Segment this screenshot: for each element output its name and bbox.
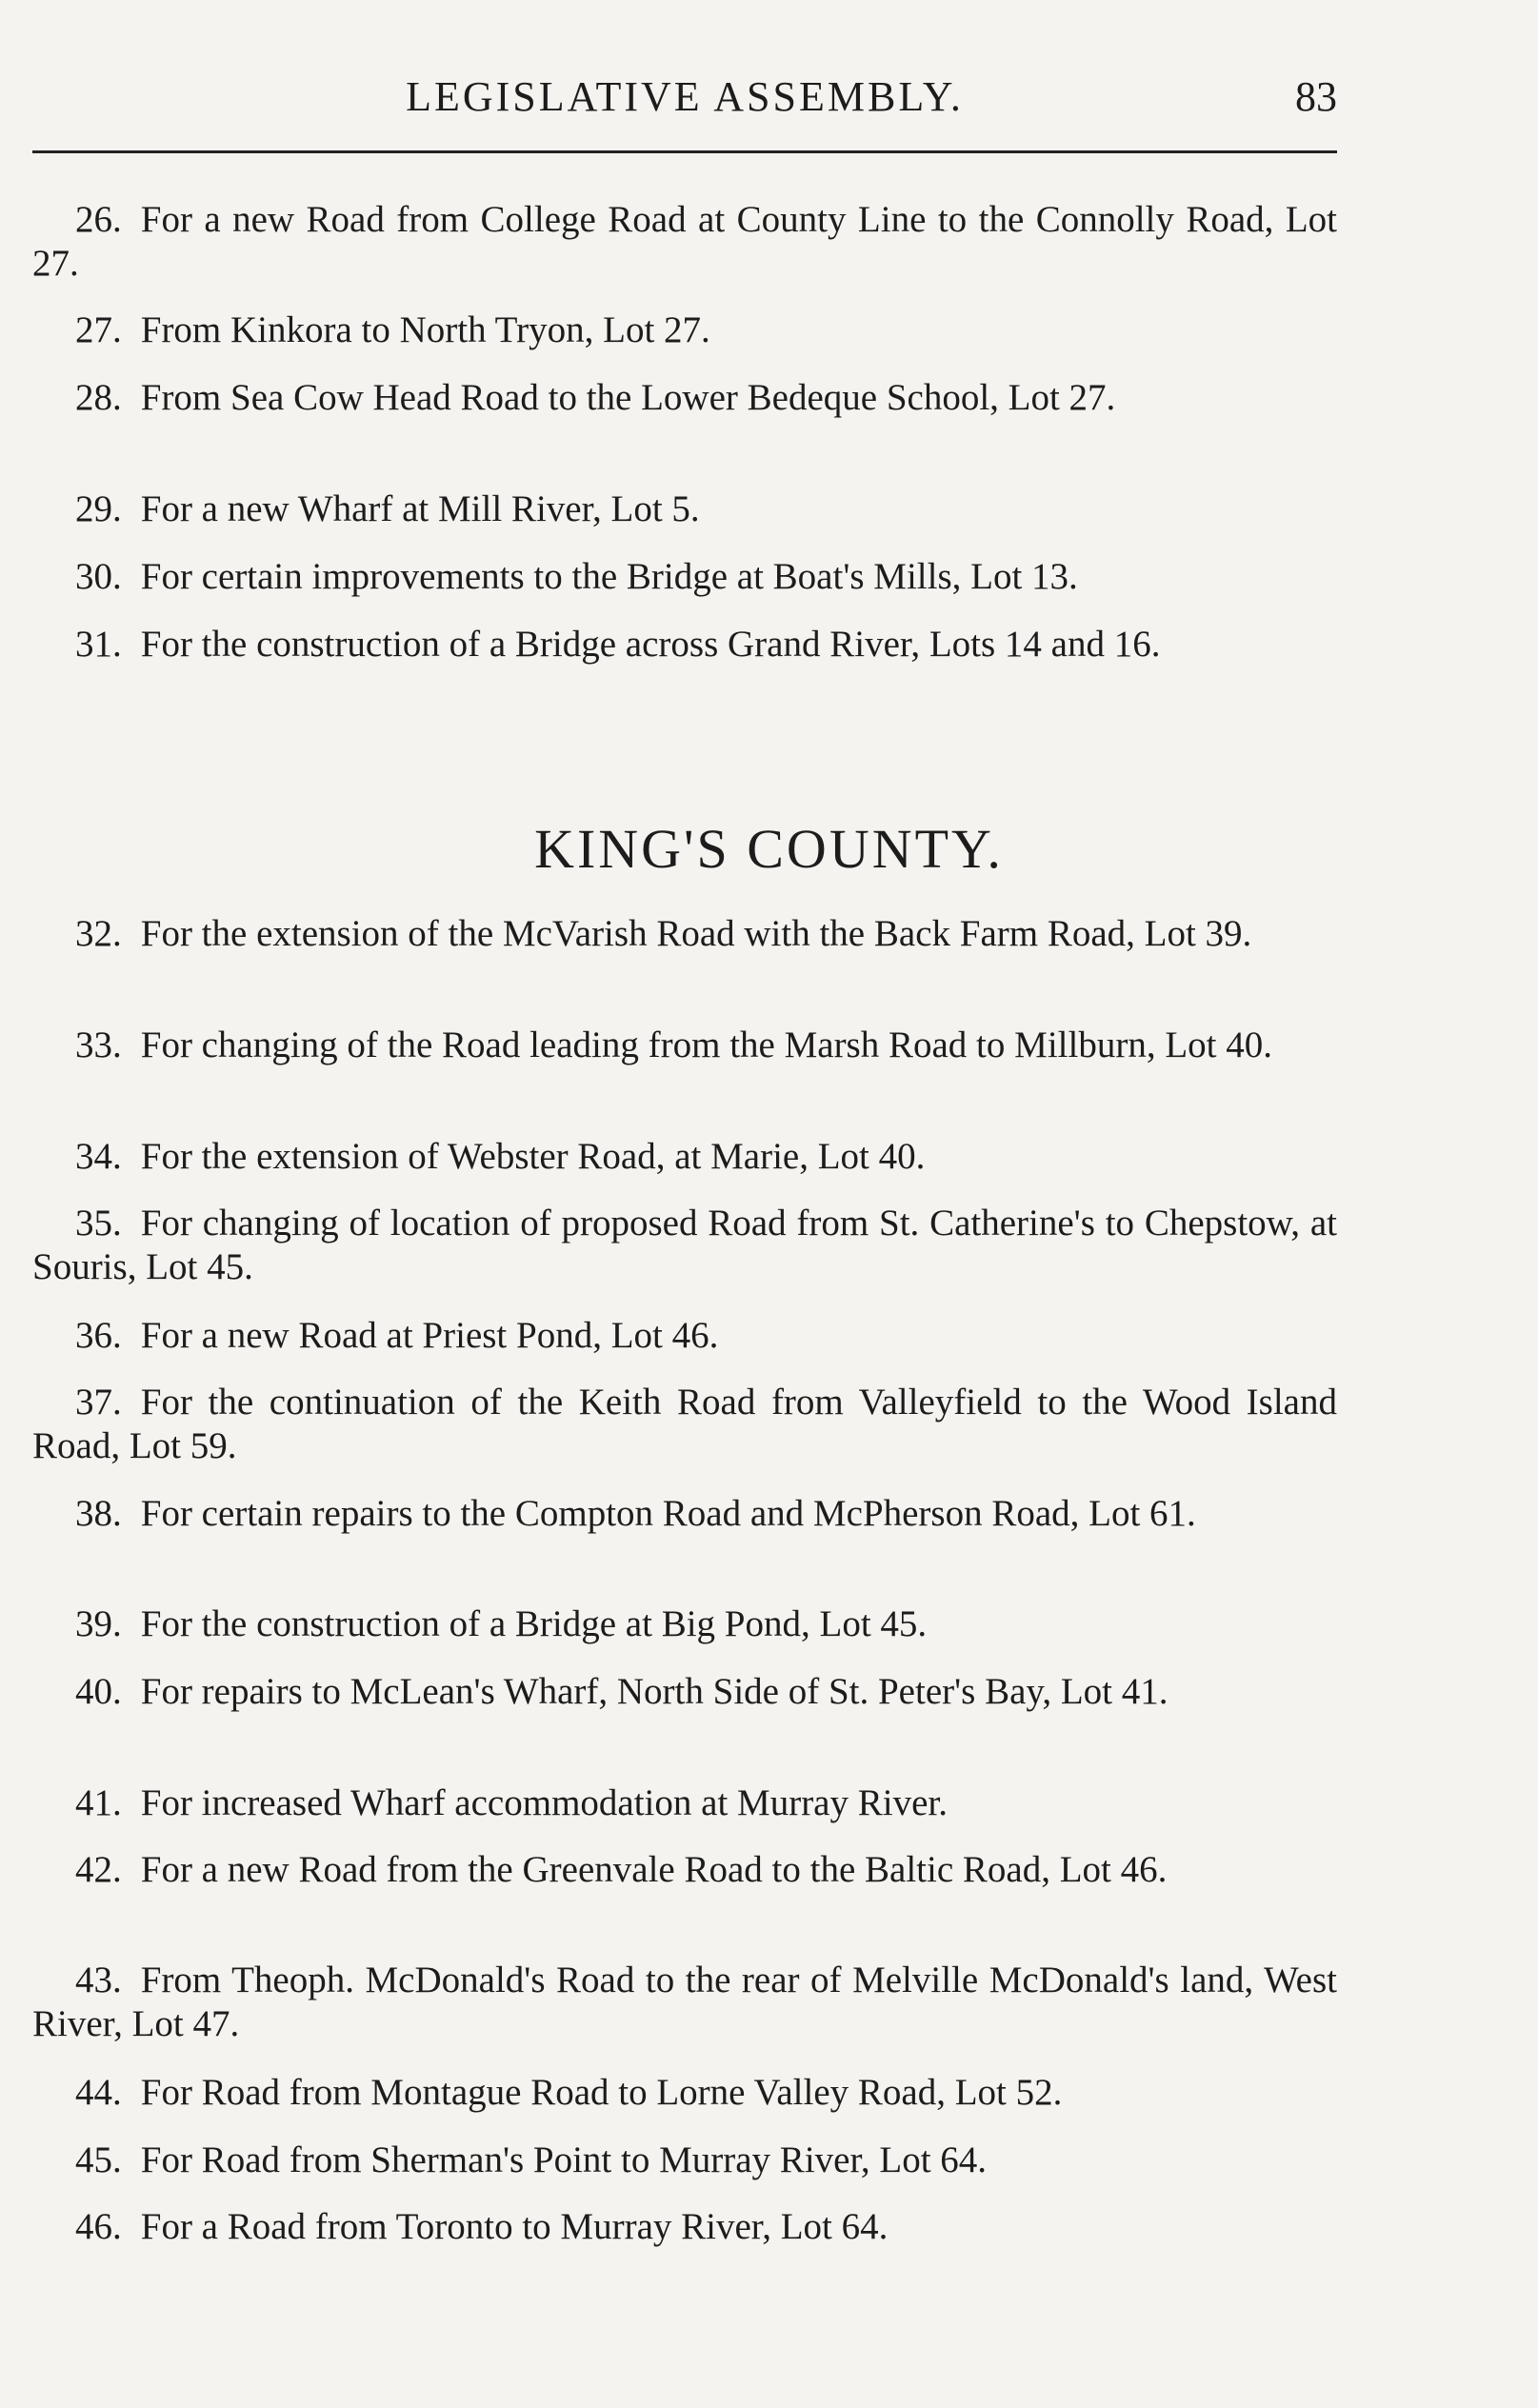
section-heading: KING'S COUNTY. xyxy=(534,818,1004,880)
item-number: 38. xyxy=(75,1493,122,1534)
item-text: From Kinkora to North Tryon, Lot 27. xyxy=(140,309,710,350)
list-item xyxy=(32,1670,1337,1714)
list-item xyxy=(32,1492,1337,1536)
item-text: For a new Road from the Greenvale Road to the Baltic Road, Lot 46. xyxy=(140,1849,1168,1890)
list-item xyxy=(32,488,1337,531)
list-item xyxy=(32,2139,1337,2182)
item-number: 26. xyxy=(75,199,122,240)
item-number: 40. xyxy=(75,1671,122,1712)
list-item xyxy=(32,912,1337,956)
list-item xyxy=(32,2205,1337,2249)
item-text: For the construction of a Bridge at Big Pond, Lot 45. xyxy=(140,1603,928,1644)
item-number: 27. xyxy=(75,309,122,350)
item-number: 43. xyxy=(75,1960,122,2000)
item-text: From Sea Cow Head Road to the Lower Bedeque School, Lot 27. xyxy=(140,377,1116,418)
item-number: 37. xyxy=(75,1382,122,1423)
item-number: 35. xyxy=(75,1203,122,1244)
list-item xyxy=(32,2071,1337,2115)
item-number: 41. xyxy=(75,1782,122,1823)
item-text: For certain improvements to the Bridge at Boat's Mills, Lot 13. xyxy=(140,556,1078,597)
list-item xyxy=(32,1381,1337,1468)
list-item xyxy=(32,1314,1337,1358)
item-number: 44. xyxy=(75,2072,122,2113)
item-number: 33. xyxy=(75,1025,122,1065)
item-number: 34. xyxy=(75,1136,122,1177)
list-item xyxy=(32,308,1337,352)
list-item xyxy=(32,555,1337,599)
list-item xyxy=(32,1135,1337,1179)
item-text: For Road from Sherman's Point to Murray River, Lot 64. xyxy=(140,2139,988,2180)
item-number: 29. xyxy=(75,488,122,529)
item-text: For changing of location of proposed Road from St. Catherine's to Chepstow, at Souris, Lot 45. xyxy=(32,1203,1337,1287)
item-number: 45. xyxy=(75,2139,122,2180)
item-text: For Road from Montague Road to Lorne Valley Road, Lot 52. xyxy=(140,2072,1063,2113)
item-number: 28. xyxy=(75,377,122,418)
item-text: For increased Wharf accommodation at Murray River. xyxy=(140,1782,948,1823)
item-number: 46. xyxy=(75,2206,122,2247)
header-rule xyxy=(32,150,1337,153)
item-text: From Theoph. McDonald's Road to the rear of Melville McDonald's land, West River, Lot 47. xyxy=(32,1960,1337,2044)
item-text: For the construction of a Bridge across Grand River, Lots 14 and 16. xyxy=(140,624,1161,665)
list-item xyxy=(32,1959,1337,2046)
item-number: 32. xyxy=(75,913,122,954)
item-text: For the continuation of the Keith Road from Valleyfield to the Wood Island Road, Lot 59. xyxy=(32,1382,1337,1466)
item-number: 30. xyxy=(75,556,122,597)
list-item xyxy=(32,1602,1337,1646)
item-text: For the extension of the McVarish Road with the Back Farm Road, Lot 39. xyxy=(140,913,1252,954)
list-item xyxy=(32,623,1337,667)
item-text: For the extension of Webster Road, at Marie, Lot 40. xyxy=(140,1136,926,1177)
page-header xyxy=(32,63,1337,129)
item-text: For a new Wharf at Mill River, Lot 5. xyxy=(140,488,700,529)
list-item xyxy=(32,1202,1337,1289)
item-number: 42. xyxy=(75,1849,122,1890)
list-item xyxy=(32,1848,1337,1892)
item-number: 31. xyxy=(75,624,122,665)
item-number: 39. xyxy=(75,1603,122,1644)
item-text: For a Road from Toronto to Murray River, Lot 64. xyxy=(140,2206,889,2247)
list-item xyxy=(32,198,1337,286)
list-item xyxy=(32,1024,1337,1067)
item-text: For certain repairs to the Compton Road and McPherson Road, Lot 61. xyxy=(140,1493,1196,1534)
running-title: LEGISLATIVE ASSEMBLY. xyxy=(406,73,964,120)
item-text: For changing of the Road leading from the Marsh Road to Millburn, Lot 40. xyxy=(140,1025,1272,1065)
item-number: 36. xyxy=(75,1315,122,1356)
item-text: For a new Road at Priest Pond, Lot 46. xyxy=(140,1315,719,1356)
list-item xyxy=(32,1781,1337,1825)
item-text: For repairs to McLean's Wharf, North Side of St. Peter's Bay, Lot 41. xyxy=(140,1671,1168,1712)
list-item xyxy=(32,376,1337,420)
item-text: For a new Road from College Road at County Line to the Connolly Road, Lot 27. xyxy=(32,199,1337,284)
page-number: 83 xyxy=(1295,73,1337,120)
